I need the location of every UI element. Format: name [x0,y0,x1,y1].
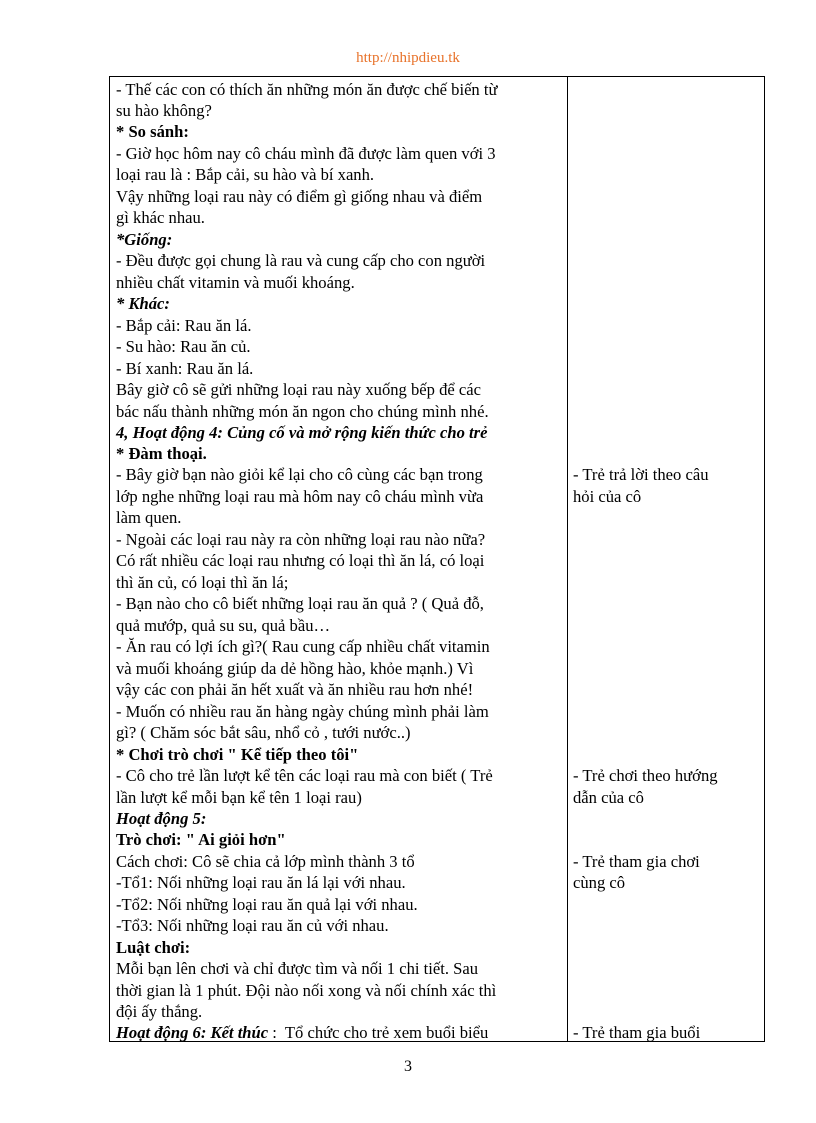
text-line: gì khác nhau. [116,208,205,227]
text-line: gì? ( Chăm sóc bắt sâu, nhổ cỏ , tưới nước..) [116,723,411,742]
text-line: vậy các con phải ăn hết xuất và ăn nhiều rau hơn nhé! [116,680,474,699]
section-heading: * So sánh: [116,122,189,141]
section-heading: * Chơi trò chơi " Kể tiếp theo tôi" [116,745,359,764]
text-line: - Đều được gọi chung là rau và cung cấp cho con người [116,251,486,270]
text-line: -Tổ3: Nối những loại rau ăn củ với nhau. [116,916,389,935]
text-line [116,1022,488,1043]
text-line: thì ăn củ, có loại thì ăn lá; [116,573,289,592]
text-line: - Ngoài các loại rau này ra còn những loại rau nào nữa? [116,530,486,549]
section-heading: Trò chơi: " Ai giỏi hơn" [116,830,286,849]
text-line: - Giờ học hôm nay cô cháu mình đã được làm quen với 3 [116,144,496,163]
lesson-plan-table [109,76,765,1042]
text-line: - Bí xanh: Rau ăn lá. [116,359,254,378]
text-line: - Bạn nào cho cô biết những loại rau ăn quả ? ( Quả đỗ, [116,594,484,613]
text-line: quả mướp, quả su su, quả bầu… [116,616,331,635]
text-line: su hào không? [116,101,212,120]
text-fragment: Tổ chức cho trẻ xem buổi biểu [284,1023,489,1042]
text-line: - Bây giờ bạn nào giỏi kể lại cho cô cùng các bạn trong [116,465,483,484]
text-line: thời gian là 1 phút. Đội nào nối xong và nối chính xác thì [116,981,497,1000]
text-line: Bây giờ cô sẽ gửi những loại rau này xuống bếp để các [116,380,481,399]
text-line: cùng cô [573,873,626,892]
header-link[interactable]: http://nhipdieu.tk [356,50,460,66]
text-line: Mỗi bạn lên chơi và chỉ được tìm và nối 1 chi tiết. Sau [116,959,479,978]
text-line: và muối khoáng giúp da dẻ hồng hào, khỏe mạnh.) Vì [116,659,474,678]
text-line: - Ăn rau có lợi ích gì?( Rau cung cấp nhiều chất vitamin [116,637,490,656]
section-heading: * Khác: [116,294,170,313]
text-line: lần lượt kể mỗi bạn kể tên 1 loại rau) [116,788,362,807]
text-line: -Tổ2: Nối những loại rau ăn quả lại với nhau. [116,895,418,914]
section-heading: * Đàm thoại. [116,444,207,463]
separator: : [268,1023,285,1042]
section-heading: *Giống: [116,230,173,249]
text-line: Có rất nhiều các loại rau nhưng có loại thì ăn lá, có loại [116,551,485,570]
text-line: làm quen. [116,508,182,527]
text-line: - Bắp cải: Rau ăn lá. [116,316,252,335]
text-line: nhiều chất vitamin và muối khoáng. [116,273,355,292]
text-line: - Trẻ tham gia buổi [573,1023,701,1042]
text-line: - Thế các con có thích ăn những món ăn được chế biến từ [116,80,498,99]
text-line: loại rau là : Bắp cải, su hào và bí xanh. [116,165,375,184]
page-number: 3 [404,1058,412,1075]
text-line: bác nấu thành những món ăn ngon cho chúng mình nhé. [116,402,489,421]
text-line: đội ấy thắng. [116,1002,203,1021]
text-line: hỏi của cô [573,487,642,506]
text-line: - Muốn có nhiều rau ăn hàng ngày chúng mình phải làm [116,702,489,721]
text-line: lớp nghe những loại rau mà hôm nay cô cháu mình vừa [116,487,484,506]
section-heading: Hoạt động 6: Kết thúc [116,1023,269,1042]
text-line: - Trẻ chơi theo hướng [573,766,718,785]
text-line: Vậy những loại rau này có điểm gì giống nhau và điểm [116,187,483,206]
text-line: - Trẻ tham gia chơi [573,852,700,871]
text-line: -Tổ1: Nối những loại rau ăn lá lại với nhau. [116,873,406,892]
text-line: Cách chơi: Cô sẽ chia cả lớp mình thành 3 tổ [116,852,415,871]
column-divider [567,77,568,1041]
text-line: - Cô cho trẻ lần lượt kể tên các loại rau mà con biết ( Trẻ [116,766,493,785]
section-heading: 4, Hoạt động 4: Củng cố và mở rộng kiến thức cho trẻ [116,423,488,442]
text-line: - Su hào: Rau ăn củ. [116,337,251,356]
section-heading: Hoạt động 5: [116,809,207,828]
text-line: - Trẻ trả lời theo câu [573,465,709,484]
section-heading: Luật chơi: [116,938,191,957]
text-line: dẫn của cô [573,788,644,807]
